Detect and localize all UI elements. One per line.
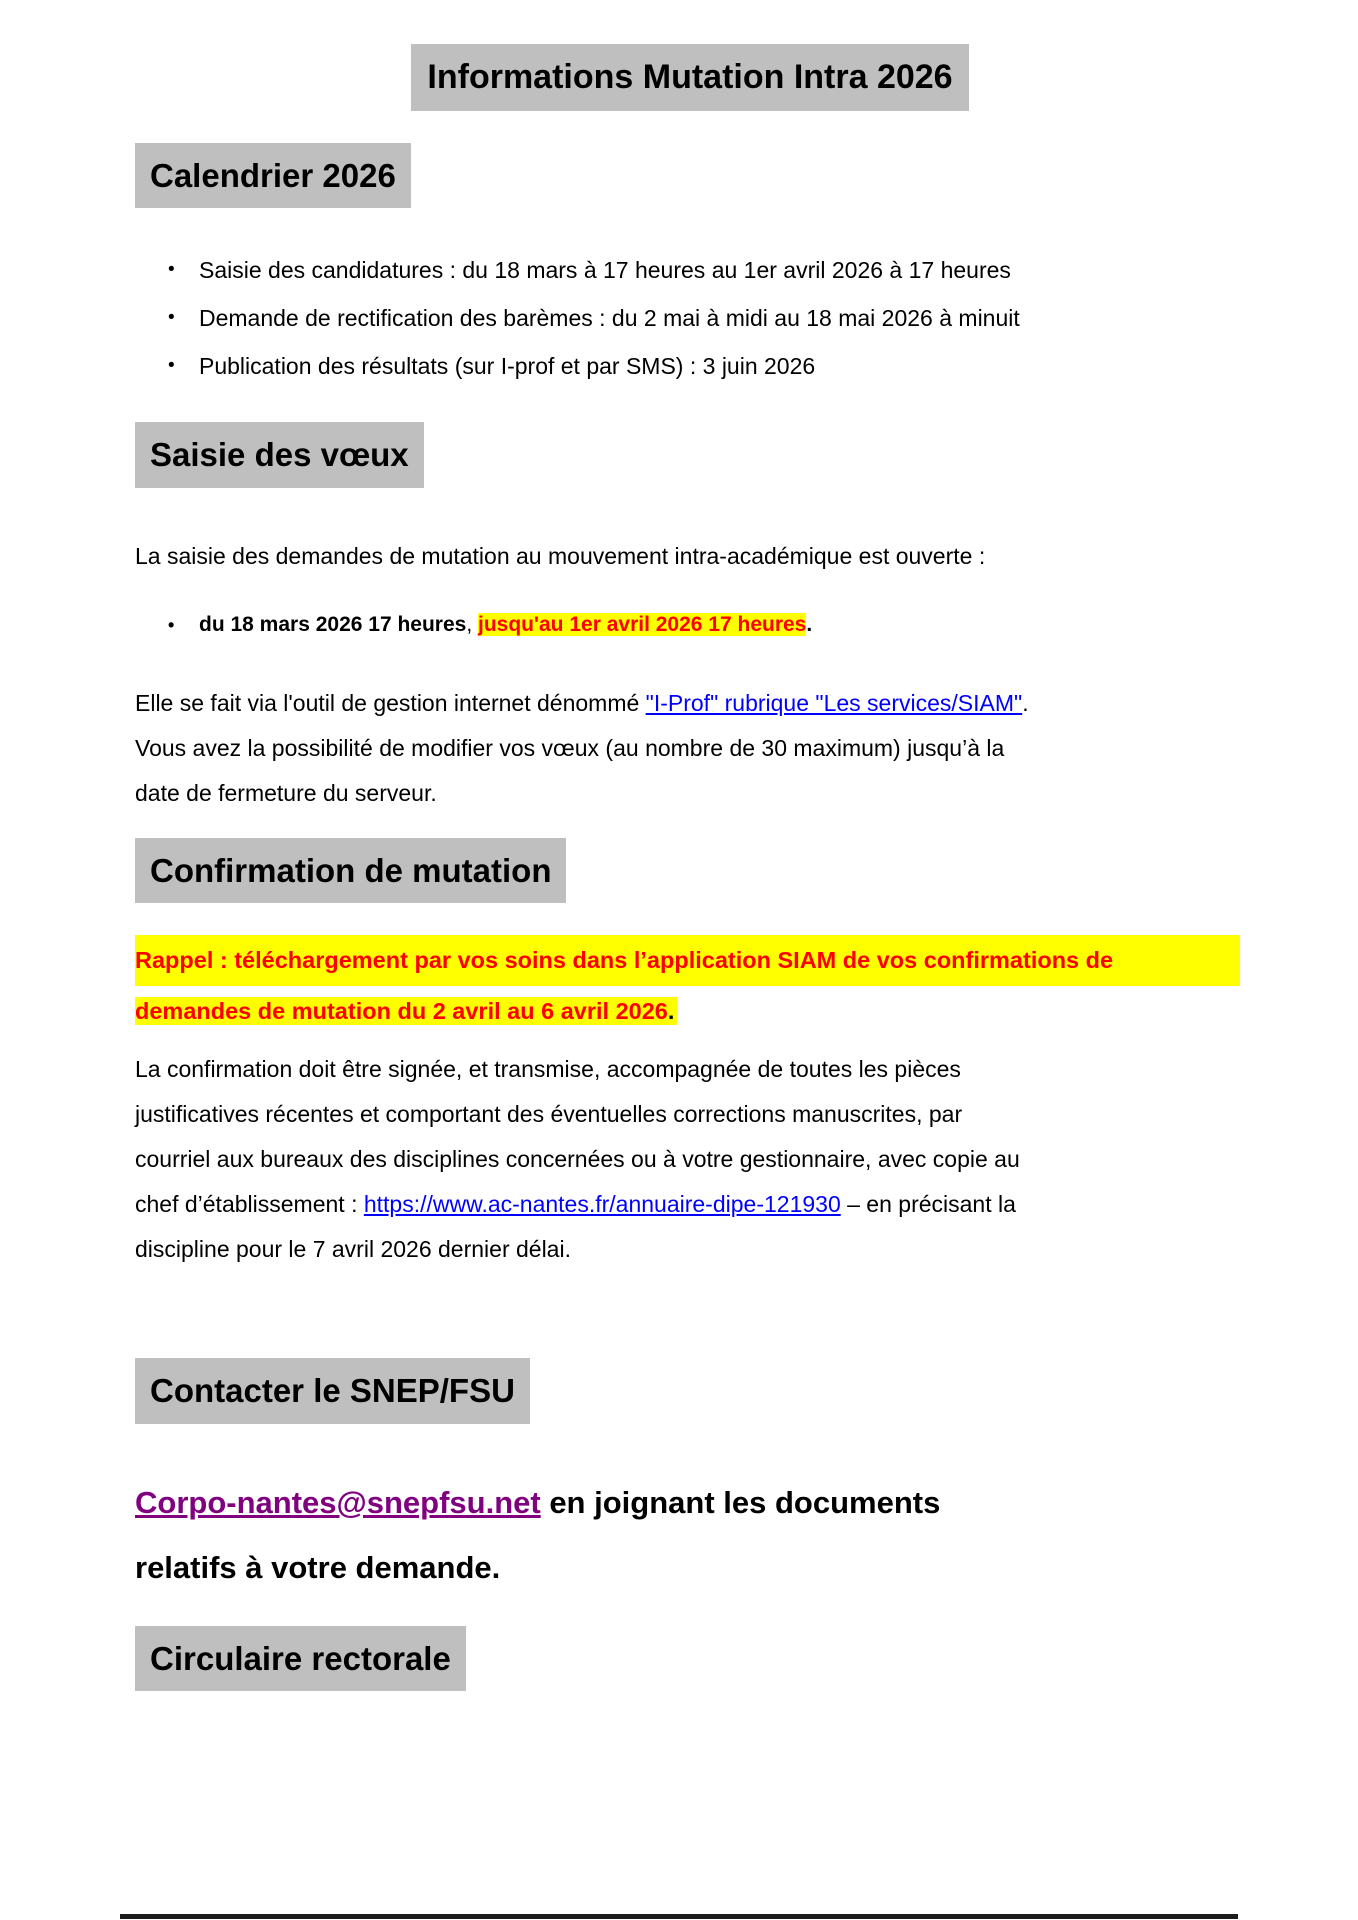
text-run: .	[806, 612, 813, 636]
heading-saisie: Saisie des vœux	[135, 422, 424, 488]
saisie-paragraph	[135, 681, 1240, 816]
bullet-marker: •	[168, 307, 175, 329]
dates-list-item	[135, 605, 1240, 645]
page-title: Informations Mutation Intra 2026	[411, 44, 968, 111]
contact-paragraph	[135, 1470, 1240, 1600]
paragraph-line	[135, 681, 1240, 726]
calendrier-list	[135, 246, 1240, 390]
text-run: chef d’établissement :	[135, 1191, 364, 1218]
paragraph-line: date de fermeture du serveur.	[135, 779, 437, 806]
text-run: .	[667, 998, 675, 1025]
rappel-line	[135, 986, 1240, 1037]
list-item	[135, 294, 1240, 342]
rappel-text: Rappel : téléchargement par vos soins dans l’application SIAM de vos confirmations de	[135, 947, 1114, 974]
iprof-link[interactable]: "I-Prof" rubrique "Les services/SIAM"	[645, 689, 1023, 716]
bullet-marker: •	[168, 355, 175, 377]
document-content	[0, 143, 1358, 1692]
rappel-highlight	[135, 997, 677, 1025]
bullet-marker: •	[168, 259, 175, 281]
heading-row-confirmation	[135, 838, 1240, 904]
text-run: – en précisant la	[840, 1191, 1016, 1218]
paragraph-line: relatifs à votre demande.	[135, 1549, 501, 1585]
bullet-marker: •	[168, 614, 175, 635]
paragraph-line: La confirmation doit être signée, et transmise, accompagnée de toutes les pièces	[135, 1056, 961, 1083]
dipe-annuaire-link[interactable]: https://www.ac-nantes.fr/annuaire-dipe-121930	[363, 1191, 841, 1218]
email-link[interactable]: Corpo-nantes@snepfsu.net	[135, 1484, 541, 1520]
list-item-text: Publication des résultats (sur I-prof et par SMS) : 3 juin 2026	[199, 353, 816, 380]
heading-row-circulaire	[135, 1626, 1240, 1692]
rappel-text: demandes de mutation du 2 avril au 6 avril 2026	[135, 998, 668, 1025]
dates-bold-text: du 18 mars 2026 17 heures	[199, 612, 467, 636]
rappel-notice	[135, 935, 1240, 1037]
list-item-text: Demande de rectification des barèmes : du 2 mai à midi au 18 mai 2026 à minuit	[199, 305, 1020, 332]
text-run: .	[1022, 689, 1029, 716]
heading-confirmation: Confirmation de mutation	[135, 838, 566, 904]
text-run: en joignant les documents	[540, 1484, 941, 1520]
paragraph-line: justificatives récentes et comportant des éventuelles corrections manuscrites, par	[135, 1101, 963, 1128]
title-row	[0, 0, 1358, 111]
paragraph-line: Vous avez la possibilité de modifier vos vœux (au nombre de 30 maximum) jusqu’à la	[135, 734, 1005, 761]
heading-row-saisie	[135, 422, 1240, 488]
bottom-divider	[120, 1914, 1238, 1919]
paragraph-line: courriel aux bureaux des disciplines concernées ou à votre gestionnaire, avec copie au	[135, 1146, 1020, 1173]
heading-contacter: Contacter le SNEP/FSU	[135, 1358, 530, 1424]
heading-calendrier: Calendrier 2026	[135, 143, 411, 209]
confirmation-paragraph	[135, 1047, 1240, 1272]
list-item	[135, 246, 1240, 294]
dates-highlight-text: jusqu'au 1er avril 2026 17 heures	[478, 612, 807, 636]
rappel-line	[135, 935, 1240, 986]
saisie-intro-line: La saisie des demandes de mutation au mouvement intra-académique est ouverte :	[135, 542, 986, 569]
list-item-text: Saisie des candidatures : du 18 mars à 17 heures au 1er avril 2026 à 17 heures	[199, 257, 1011, 284]
list-item	[135, 342, 1240, 390]
paragraph-line	[135, 1470, 1240, 1535]
heading-row-calendrier	[135, 143, 1240, 209]
text-run: Elle se fait via l'outil de gestion internet dénommé	[135, 689, 646, 716]
heading-row-contacter	[135, 1358, 1240, 1424]
paragraph-line	[135, 1182, 1240, 1227]
text-run: ,	[466, 612, 479, 636]
paragraph-line: discipline pour le 7 avril 2026 dernier délai.	[135, 1236, 571, 1263]
heading-circulaire: Circulaire rectorale	[135, 1626, 466, 1692]
